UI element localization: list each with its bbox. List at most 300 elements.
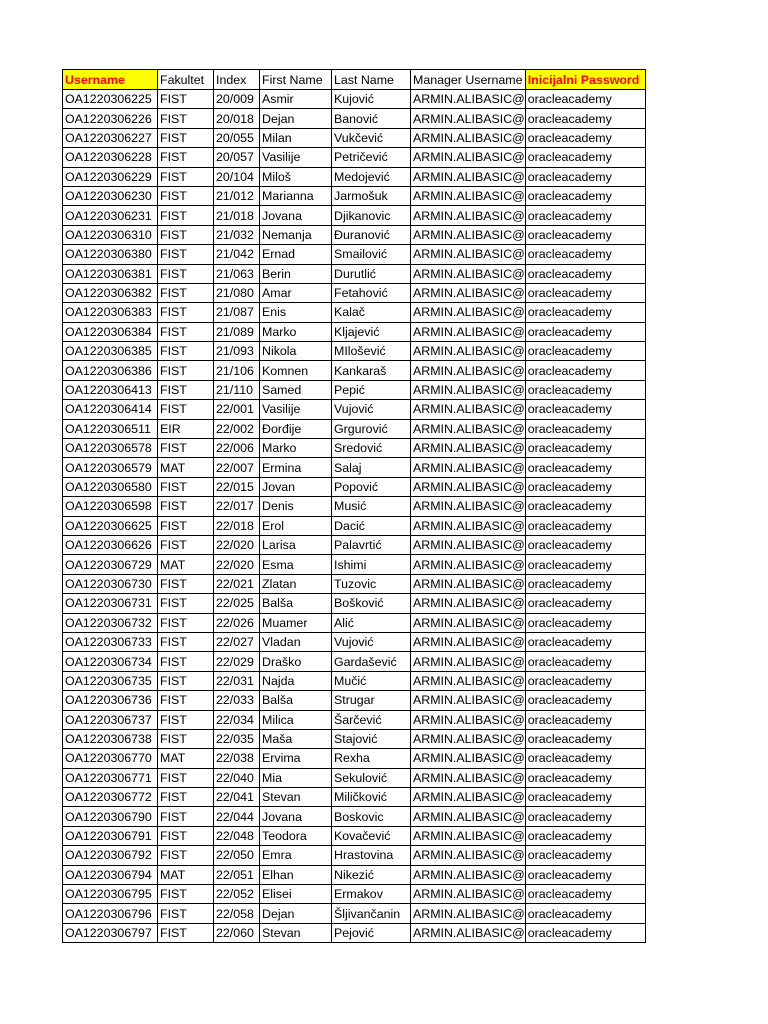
cell-first-name: Milica	[260, 710, 332, 729]
cell-initial-password: oracleacademy	[525, 807, 645, 826]
cell-last-name: MIlošević	[332, 342, 411, 361]
cell-fakultet: FIST	[158, 788, 214, 807]
cell-manager-username: ARMIN.ALIBASIC@	[411, 283, 526, 302]
cell-manager-username: ARMIN.ALIBASIC@	[411, 206, 526, 225]
cell-fakultet: FIST	[158, 710, 214, 729]
cell-first-name: Ervima	[260, 749, 332, 768]
cell-index: 22/052	[214, 885, 260, 904]
cell-manager-username: ARMIN.ALIBASIC@	[411, 245, 526, 264]
cell-manager-username: ARMIN.ALIBASIC@	[411, 710, 526, 729]
cell-first-name: Elhan	[260, 865, 332, 884]
cell-manager-username: ARMIN.ALIBASIC@	[411, 555, 526, 574]
cell-first-name: Milan	[260, 128, 332, 147]
cell-first-name: Marko	[260, 439, 332, 458]
cell-initial-password: oracleacademy	[525, 148, 645, 167]
cell-first-name: Amar	[260, 283, 332, 302]
cell-username: OA1220306731	[63, 594, 158, 613]
header-first-name: First Name	[260, 70, 332, 90]
table-row	[63, 361, 646, 380]
cell-username: OA1220306229	[63, 167, 158, 186]
cell-fakultet: FIST	[158, 264, 214, 283]
cell-first-name: Zlatan	[260, 574, 332, 593]
cell-username: OA1220306733	[63, 632, 158, 651]
cell-fakultet: FIST	[158, 186, 214, 205]
cell-first-name: Stevan	[260, 923, 332, 942]
cell-first-name: Jovana	[260, 807, 332, 826]
cell-fakultet: FIST	[158, 516, 214, 535]
cell-initial-password: oracleacademy	[525, 865, 645, 884]
cell-index: 22/021	[214, 574, 260, 593]
cell-initial-password: oracleacademy	[525, 380, 645, 399]
cell-username: OA1220306382	[63, 283, 158, 302]
cell-fakultet: FIST	[158, 225, 214, 244]
cell-initial-password: oracleacademy	[525, 439, 645, 458]
cell-last-name: Miličković	[332, 788, 411, 807]
cell-first-name: Vasilije	[260, 148, 332, 167]
table-row	[63, 322, 646, 341]
cell-manager-username: ARMIN.ALIBASIC@	[411, 807, 526, 826]
cell-index: 22/058	[214, 904, 260, 923]
cell-manager-username: ARMIN.ALIBASIC@	[411, 826, 526, 845]
cell-first-name: Muamer	[260, 613, 332, 632]
cell-fakultet: FIST	[158, 594, 214, 613]
cell-fakultet: MAT	[158, 458, 214, 477]
cell-manager-username: ARMIN.ALIBASIC@	[411, 729, 526, 748]
table-row	[63, 439, 646, 458]
cell-username: OA1220306736	[63, 691, 158, 710]
cell-index: 22/035	[214, 729, 260, 748]
cell-username: OA1220306225	[63, 90, 158, 109]
cell-first-name: Miloš	[260, 167, 332, 186]
cell-initial-password: oracleacademy	[525, 535, 645, 554]
cell-last-name: Sekulović	[332, 768, 411, 787]
cell-username: OA1220306413	[63, 380, 158, 399]
cell-manager-username: ARMIN.ALIBASIC@	[411, 594, 526, 613]
cell-first-name: Mia	[260, 768, 332, 787]
cell-username: OA1220306310	[63, 225, 158, 244]
cell-username: OA1220306732	[63, 613, 158, 632]
cell-fakultet: FIST	[158, 904, 214, 923]
cell-index: 22/029	[214, 652, 260, 671]
cell-manager-username: ARMIN.ALIBASIC@	[411, 322, 526, 341]
cell-last-name: Ermakov	[332, 885, 411, 904]
table-row	[63, 904, 646, 923]
cell-manager-username: ARMIN.ALIBASIC@	[411, 167, 526, 186]
table-row	[63, 167, 646, 186]
cell-index: 22/041	[214, 788, 260, 807]
cell-index: 21/106	[214, 361, 260, 380]
cell-manager-username: ARMIN.ALIBASIC@	[411, 574, 526, 593]
cell-username: OA1220306380	[63, 245, 158, 264]
cell-last-name: Musić	[332, 497, 411, 516]
cell-first-name: Esma	[260, 555, 332, 574]
cell-username: OA1220306228	[63, 148, 158, 167]
cell-manager-username: ARMIN.ALIBASIC@	[411, 148, 526, 167]
table-row	[63, 419, 646, 438]
cell-username: OA1220306730	[63, 574, 158, 593]
cell-index: 22/006	[214, 439, 260, 458]
cell-index: 21/042	[214, 245, 260, 264]
cell-index: 21/093	[214, 342, 260, 361]
cell-fakultet: MAT	[158, 555, 214, 574]
cell-last-name: Palavrtić	[332, 535, 411, 554]
table-row	[63, 652, 646, 671]
cell-last-name: Jarmošuk	[332, 186, 411, 205]
cell-manager-username: ARMIN.ALIBASIC@	[411, 535, 526, 554]
header-manager-username: Manager Username	[411, 70, 526, 90]
cell-username: OA1220306578	[63, 439, 158, 458]
cell-fakultet: FIST	[158, 768, 214, 787]
cell-first-name: Samed	[260, 380, 332, 399]
cell-first-name: Jovan	[260, 477, 332, 496]
cell-first-name: Elisei	[260, 885, 332, 904]
cell-index: 22/015	[214, 477, 260, 496]
table-row	[63, 109, 646, 128]
cell-first-name: Stevan	[260, 788, 332, 807]
cell-manager-username: ARMIN.ALIBASIC@	[411, 691, 526, 710]
cell-initial-password: oracleacademy	[525, 788, 645, 807]
cell-index: 22/001	[214, 400, 260, 419]
cell-first-name: Nemanja	[260, 225, 332, 244]
cell-fakultet: FIST	[158, 923, 214, 942]
table-row	[63, 594, 646, 613]
cell-fakultet: MAT	[158, 865, 214, 884]
cell-index: 22/034	[214, 710, 260, 729]
cell-index: 22/051	[214, 865, 260, 884]
cell-username: OA1220306386	[63, 361, 158, 380]
table-row	[63, 90, 646, 109]
cell-manager-username: ARMIN.ALIBASIC@	[411, 885, 526, 904]
table-row	[63, 749, 646, 768]
cell-initial-password: oracleacademy	[525, 710, 645, 729]
cell-fakultet: FIST	[158, 613, 214, 632]
cell-initial-password: oracleacademy	[525, 749, 645, 768]
cell-last-name: Bošković	[332, 594, 411, 613]
cell-initial-password: oracleacademy	[525, 109, 645, 128]
table-row	[63, 128, 646, 147]
cell-username: OA1220306384	[63, 322, 158, 341]
cell-fakultet: FIST	[158, 148, 214, 167]
table-row	[63, 400, 646, 419]
cell-last-name: Salaj	[332, 458, 411, 477]
cell-first-name: Erol	[260, 516, 332, 535]
table-row	[63, 458, 646, 477]
cell-username: OA1220306414	[63, 400, 158, 419]
cell-initial-password: oracleacademy	[525, 128, 645, 147]
cell-initial-password: oracleacademy	[525, 632, 645, 651]
cell-username: OA1220306230	[63, 186, 158, 205]
table-row	[63, 729, 646, 748]
cell-username: OA1220306580	[63, 477, 158, 496]
cell-last-name: Kovačević	[332, 826, 411, 845]
cell-fakultet: FIST	[158, 303, 214, 322]
cell-username: OA1220306738	[63, 729, 158, 748]
cell-initial-password: oracleacademy	[525, 419, 645, 438]
cell-last-name: Hrastovina	[332, 846, 411, 865]
cell-initial-password: oracleacademy	[525, 167, 645, 186]
cell-fakultet: FIST	[158, 342, 214, 361]
table-row	[63, 555, 646, 574]
cell-initial-password: oracleacademy	[525, 458, 645, 477]
cell-username: OA1220306729	[63, 555, 158, 574]
cell-last-name: Grgurović	[332, 419, 411, 438]
cell-username: OA1220306227	[63, 128, 158, 147]
cell-manager-username: ARMIN.ALIBASIC@	[411, 439, 526, 458]
cell-index: 20/009	[214, 90, 260, 109]
cell-index: 22/060	[214, 923, 260, 942]
cell-initial-password: oracleacademy	[525, 225, 645, 244]
cell-last-name: Ishimi	[332, 555, 411, 574]
cell-manager-username: ARMIN.ALIBASIC@	[411, 904, 526, 923]
cell-manager-username: ARMIN.ALIBASIC@	[411, 652, 526, 671]
cell-initial-password: oracleacademy	[525, 671, 645, 690]
cell-fakultet: FIST	[158, 729, 214, 748]
cell-last-name: Vujović	[332, 400, 411, 419]
cell-username: OA1220306579	[63, 458, 158, 477]
cell-index: 20/018	[214, 109, 260, 128]
cell-first-name: Vladan	[260, 632, 332, 651]
cell-fakultet: FIST	[158, 361, 214, 380]
cell-index: 22/044	[214, 807, 260, 826]
cell-fakultet: FIST	[158, 807, 214, 826]
cell-last-name: Smailović	[332, 245, 411, 264]
cell-last-name: Pepić	[332, 380, 411, 399]
cell-index: 22/027	[214, 632, 260, 651]
cell-fakultet: FIST	[158, 652, 214, 671]
cell-last-name: Medojević	[332, 167, 411, 186]
cell-manager-username: ARMIN.ALIBASIC@	[411, 419, 526, 438]
table-row	[63, 671, 646, 690]
table-row	[63, 148, 646, 167]
table-row	[63, 885, 646, 904]
cell-manager-username: ARMIN.ALIBASIC@	[411, 516, 526, 535]
table-row	[63, 788, 646, 807]
cell-username: OA1220306770	[63, 749, 158, 768]
cell-first-name: Dejan	[260, 109, 332, 128]
cell-last-name: Gardašević	[332, 652, 411, 671]
cell-fakultet: FIST	[158, 477, 214, 496]
cell-fakultet: FIST	[158, 497, 214, 516]
cell-initial-password: oracleacademy	[525, 691, 645, 710]
cell-manager-username: ARMIN.ALIBASIC@	[411, 225, 526, 244]
cell-first-name: Emra	[260, 846, 332, 865]
cell-first-name: Draško	[260, 652, 332, 671]
cell-manager-username: ARMIN.ALIBASIC@	[411, 632, 526, 651]
cell-index: 22/040	[214, 768, 260, 787]
cell-index: 22/031	[214, 671, 260, 690]
cell-initial-password: oracleacademy	[525, 594, 645, 613]
cell-fakultet: FIST	[158, 691, 214, 710]
cell-last-name: Đuranović	[332, 225, 411, 244]
cell-manager-username: ARMIN.ALIBASIC@	[411, 361, 526, 380]
cell-fakultet: FIST	[158, 245, 214, 264]
cell-username: OA1220306790	[63, 807, 158, 826]
cell-index: 21/018	[214, 206, 260, 225]
cell-fakultet: FIST	[158, 109, 214, 128]
table-row	[63, 574, 646, 593]
cell-first-name: Maša	[260, 729, 332, 748]
cell-first-name: Dejan	[260, 904, 332, 923]
cell-manager-username: ARMIN.ALIBASIC@	[411, 380, 526, 399]
cell-first-name: Balša	[260, 594, 332, 613]
cell-fakultet: FIST	[158, 380, 214, 399]
cell-index: 21/032	[214, 225, 260, 244]
cell-index: 21/080	[214, 283, 260, 302]
cell-username: OA1220306772	[63, 788, 158, 807]
cell-first-name: Komnen	[260, 361, 332, 380]
cell-fakultet: FIST	[158, 322, 214, 341]
cell-initial-password: oracleacademy	[525, 555, 645, 574]
cell-first-name: Balša	[260, 691, 332, 710]
cell-initial-password: oracleacademy	[525, 885, 645, 904]
cell-index: 22/018	[214, 516, 260, 535]
cell-index: 22/048	[214, 826, 260, 845]
cell-username: OA1220306598	[63, 497, 158, 516]
cell-fakultet: FIST	[158, 128, 214, 147]
header-last-name: Last Name	[332, 70, 411, 90]
table-row	[63, 206, 646, 225]
table-row	[63, 497, 646, 516]
cell-last-name: Dacić	[332, 516, 411, 535]
cell-initial-password: oracleacademy	[525, 652, 645, 671]
header-fakultet: Fakultet	[158, 70, 214, 90]
cell-manager-username: ARMIN.ALIBASIC@	[411, 671, 526, 690]
cell-manager-username: ARMIN.ALIBASIC@	[411, 846, 526, 865]
cell-first-name: Jovana	[260, 206, 332, 225]
cell-fakultet: FIST	[158, 574, 214, 593]
cell-last-name: Sredović	[332, 439, 411, 458]
cell-first-name: Enis	[260, 303, 332, 322]
cell-last-name: Šarčević	[332, 710, 411, 729]
table-row	[63, 768, 646, 787]
cell-last-name: Stajović	[332, 729, 411, 748]
cell-username: OA1220306226	[63, 109, 158, 128]
cell-username: OA1220306791	[63, 826, 158, 845]
table-row	[63, 380, 646, 399]
cell-manager-username: ARMIN.ALIBASIC@	[411, 264, 526, 283]
cell-last-name: Nikezić	[332, 865, 411, 884]
cell-initial-password: oracleacademy	[525, 613, 645, 632]
header-initial-password: Inicijalni Password	[525, 70, 645, 90]
table-row	[63, 225, 646, 244]
cell-last-name: Djikanovic	[332, 206, 411, 225]
cell-initial-password: oracleacademy	[525, 206, 645, 225]
table-row	[63, 865, 646, 884]
cell-fakultet: FIST	[158, 885, 214, 904]
table-row	[63, 632, 646, 651]
cell-manager-username: ARMIN.ALIBASIC@	[411, 342, 526, 361]
cell-last-name: Kujović	[332, 90, 411, 109]
cell-username: OA1220306626	[63, 535, 158, 554]
cell-last-name: Boskovic	[332, 807, 411, 826]
cell-first-name: Nikola	[260, 342, 332, 361]
cell-index: 22/025	[214, 594, 260, 613]
cell-last-name: Fetahović	[332, 283, 411, 302]
cell-index: 20/104	[214, 167, 260, 186]
cell-username: OA1220306737	[63, 710, 158, 729]
cell-username: OA1220306795	[63, 885, 158, 904]
cell-initial-password: oracleacademy	[525, 574, 645, 593]
cell-first-name: Đorđije	[260, 419, 332, 438]
cell-initial-password: oracleacademy	[525, 846, 645, 865]
table-row	[63, 710, 646, 729]
table-row	[63, 186, 646, 205]
cell-username: OA1220306794	[63, 865, 158, 884]
cell-first-name: Teodora	[260, 826, 332, 845]
cell-last-name: Banović	[332, 109, 411, 128]
cell-initial-password: oracleacademy	[525, 245, 645, 264]
cell-index: 22/033	[214, 691, 260, 710]
cell-last-name: Rexha	[332, 749, 411, 768]
header-username: Username	[63, 70, 158, 90]
cell-initial-password: oracleacademy	[525, 322, 645, 341]
cell-index: 22/007	[214, 458, 260, 477]
table-row	[63, 264, 646, 283]
cell-first-name: Najda	[260, 671, 332, 690]
cell-username: OA1220306792	[63, 846, 158, 865]
cell-first-name: Ernad	[260, 245, 332, 264]
cell-initial-password: oracleacademy	[525, 283, 645, 302]
cell-index: 22/017	[214, 497, 260, 516]
cell-username: OA1220306231	[63, 206, 158, 225]
cell-fakultet: FIST	[158, 671, 214, 690]
cell-manager-username: ARMIN.ALIBASIC@	[411, 497, 526, 516]
cell-manager-username: ARMIN.ALIBASIC@	[411, 303, 526, 322]
cell-index: 21/087	[214, 303, 260, 322]
table-row	[63, 283, 646, 302]
table-body	[63, 90, 646, 943]
cell-index: 21/089	[214, 322, 260, 341]
cell-last-name: Kljajević	[332, 322, 411, 341]
table-row	[63, 342, 646, 361]
cell-fakultet: FIST	[158, 632, 214, 651]
cell-last-name: Kalač	[332, 303, 411, 322]
cell-fakultet: FIST	[158, 826, 214, 845]
cell-first-name: Marianna	[260, 186, 332, 205]
header-row	[63, 70, 646, 90]
cell-first-name: Asmir	[260, 90, 332, 109]
cell-index: 22/026	[214, 613, 260, 632]
cell-index: 20/055	[214, 128, 260, 147]
cell-index: 22/020	[214, 555, 260, 574]
cell-manager-username: ARMIN.ALIBASIC@	[411, 186, 526, 205]
table-row	[63, 245, 646, 264]
spreadsheet-table	[62, 69, 646, 943]
cell-fakultet: FIST	[158, 90, 214, 109]
cell-manager-username: ARMIN.ALIBASIC@	[411, 477, 526, 496]
cell-fakultet: FIST	[158, 206, 214, 225]
cell-first-name: Vasilije	[260, 400, 332, 419]
cell-first-name: Marko	[260, 322, 332, 341]
cell-initial-password: oracleacademy	[525, 186, 645, 205]
table-row	[63, 923, 646, 942]
cell-initial-password: oracleacademy	[525, 729, 645, 748]
cell-last-name: Kankaraš	[332, 361, 411, 380]
cell-last-name: Vujović	[332, 632, 411, 651]
cell-fakultet: FIST	[158, 400, 214, 419]
cell-last-name: Tuzovic	[332, 574, 411, 593]
cell-manager-username: ARMIN.ALIBASIC@	[411, 749, 526, 768]
cell-first-name: Larisa	[260, 535, 332, 554]
cell-index: 21/110	[214, 380, 260, 399]
cell-initial-password: oracleacademy	[525, 497, 645, 516]
cell-username: OA1220306796	[63, 904, 158, 923]
cell-initial-password: oracleacademy	[525, 303, 645, 322]
cell-initial-password: oracleacademy	[525, 768, 645, 787]
cell-last-name: Strugar	[332, 691, 411, 710]
cell-username: OA1220306381	[63, 264, 158, 283]
table-row	[63, 691, 646, 710]
